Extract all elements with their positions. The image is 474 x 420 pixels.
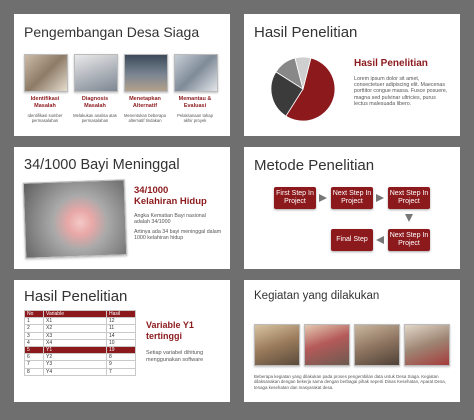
slide-metode-penelitian[interactable] xyxy=(244,147,460,269)
table-row xyxy=(25,332,136,339)
table-cell: X3 xyxy=(44,332,107,339)
table-side-text: Setiap variabel dihitung menggunakan software xyxy=(146,350,204,363)
pie-subtitle: Hasil Penelitian xyxy=(354,58,428,69)
table-cell: X1 xyxy=(44,318,107,325)
table-cell: 12 xyxy=(107,318,136,325)
stat-text-1: Angka Kematian Bayi nasional adalah 34/1000 xyxy=(134,213,206,226)
table-row xyxy=(25,368,136,375)
pie-chart xyxy=(268,54,338,124)
table-cell: 10 xyxy=(107,339,136,346)
table-row xyxy=(25,318,136,325)
step-desc-4: Pelaksanaan tahap akhir proyek xyxy=(177,113,213,123)
stat-subtitle-2: Kelahiran Hidup xyxy=(134,196,207,207)
table-cell: 8 xyxy=(25,368,44,375)
table-row xyxy=(25,339,136,346)
activity-photo-2 xyxy=(304,324,350,366)
flow-step-final: Final Step xyxy=(331,229,373,251)
table-cell: 3 xyxy=(25,332,44,339)
step-label-3: Menetapkan Alternatif xyxy=(129,96,161,109)
flow-step-3: Next Step In Project xyxy=(388,187,430,209)
table-cell: 11 xyxy=(107,325,136,332)
table-cell: 7 xyxy=(25,361,44,368)
table-cell: X2 xyxy=(44,325,107,332)
arrow-right-icon xyxy=(319,194,327,202)
table-cell: 6 xyxy=(25,354,44,361)
slide-title: Hasil Penelitian xyxy=(24,288,128,305)
baby-feet-photo xyxy=(23,179,128,259)
step-label-4: Memantau & Evaluasi xyxy=(178,96,212,109)
photo-alternatif xyxy=(124,54,168,92)
photo-identifikasi xyxy=(24,54,68,92)
table-side-title-2: tertinggi xyxy=(146,331,182,341)
slide-hasil-penelitian-table[interactable] xyxy=(14,280,230,402)
step-label-2: Diagnosis Masalah xyxy=(81,96,109,109)
table-row xyxy=(25,361,136,368)
step-desc-3: Menentukan beberapa alternatif tindakan xyxy=(124,113,166,123)
stat-text-2: Artinya ada 34 bayi meninggal dalam 1000 kelahiran hidup xyxy=(134,229,222,242)
flow-step-2: Next Step In Project xyxy=(331,187,373,209)
table-cell: X4 xyxy=(44,339,107,346)
table-cell: 5 xyxy=(25,347,44,354)
slide-kegiatan[interactable] xyxy=(244,280,460,402)
arrow-right-icon xyxy=(376,194,384,202)
table-cell: 2 xyxy=(25,325,44,332)
table-cell: 4 xyxy=(25,339,44,346)
table-cell: Y2 xyxy=(44,354,107,361)
result-table xyxy=(24,310,136,376)
slide-hasil-penelitian-pie[interactable] xyxy=(244,14,460,136)
table-cell: 1 xyxy=(25,318,44,325)
activity-photo-3 xyxy=(354,324,400,366)
stat-subtitle-1: 34/1000 xyxy=(134,185,169,196)
table-header: Hasil xyxy=(107,311,136,318)
photo-diagnosis xyxy=(74,54,118,92)
table-cell: Y4 xyxy=(44,368,107,375)
slide-title: Kegiatan yang dilakukan xyxy=(254,290,380,302)
table-cell: 19 xyxy=(107,347,136,354)
table-cell: 9 xyxy=(107,361,136,368)
activity-photo-4 xyxy=(404,324,450,366)
table-cell: Y1 xyxy=(44,347,107,354)
slide-title: Pengembangan Desa Siaga xyxy=(24,24,200,40)
slide-title: 34/1000 Bayi Meninggal xyxy=(24,157,180,173)
step-label-1: Identifikasi Masalah xyxy=(30,96,60,109)
table-cell: 7 xyxy=(107,368,136,375)
pie-body-text: Lorem ipsum dolor sit amet, consectetuer adipiscing elit. Maecenas porttitor congue massa. Fusce posuere, magna sed pulvinar ultricies, purus lectus malesuada libero. xyxy=(354,76,448,107)
table-header: No xyxy=(25,311,44,318)
slide-title: Hasil Penelitian xyxy=(254,24,358,41)
slide-pengembangan-desa-siaga[interactable] xyxy=(14,14,230,136)
arrow-left-icon xyxy=(376,236,384,244)
table-cell: 14 xyxy=(107,332,136,339)
activity-photo-1 xyxy=(254,324,300,366)
photo-evaluasi xyxy=(174,54,218,92)
flow-step-1: First Step In Project xyxy=(274,187,316,209)
table-row-highlighted xyxy=(25,347,136,354)
table-row xyxy=(25,354,136,361)
slide-title: Metode Penelitian xyxy=(254,157,375,174)
arrow-down-icon xyxy=(405,214,413,222)
table-cell: Y3 xyxy=(44,361,107,368)
slide-bayi-meninggal[interactable] xyxy=(14,147,230,269)
flow-step-4: Next Step In Project xyxy=(388,229,430,251)
table-header: Variable xyxy=(44,311,107,318)
activity-caption: Beberapa kegiatan yang dilakukan pada proses pengembilan data untuk Desa Siaga. Kegiatan dilaksanakan dengan bekerja sama dengan berbagai pihak seperti Dinas Kesehatan, Aparat Desa, tenaga kesehatan dan masyarakat desa. xyxy=(254,374,446,390)
table-side-title-1: Variable Y1 xyxy=(146,320,194,330)
step-desc-1: Identifikasi sumber permasalahan xyxy=(27,113,63,123)
step-desc-2: Melakukan analisa atas permasalahan xyxy=(73,113,117,123)
table-row xyxy=(25,325,136,332)
table-cell: 8 xyxy=(107,354,136,361)
